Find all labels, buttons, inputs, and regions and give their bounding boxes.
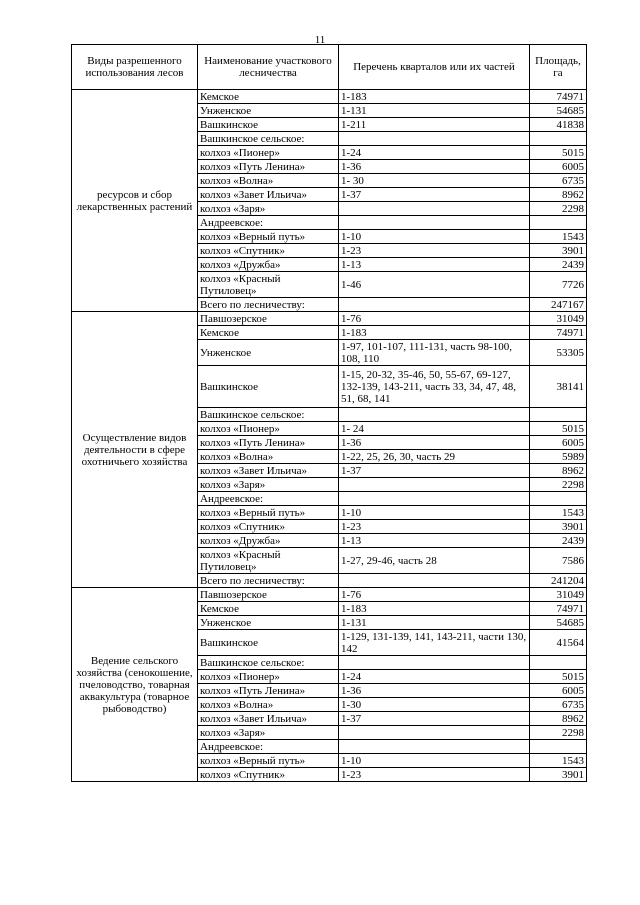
area-cell: 8962 [530, 188, 587, 202]
quarters-cell: 1-10 [339, 506, 530, 520]
area-cell: 6005 [530, 436, 587, 450]
area-cell: 74971 [530, 602, 587, 616]
area-cell: 7726 [530, 272, 587, 298]
quarters-cell [339, 216, 530, 230]
area-cell: 54685 [530, 104, 587, 118]
forestry-name-cell: колхоз «Заря» [198, 726, 339, 740]
quarters-cell: 1-211 [339, 118, 530, 132]
area-cell: 41838 [530, 118, 587, 132]
forestry-name-cell: Вашкинское сельское: [198, 408, 339, 422]
area-cell: 8962 [530, 464, 587, 478]
forestry-name-cell: колхоз «Спутник» [198, 768, 339, 782]
quarters-cell [339, 298, 530, 312]
quarters-cell: 1-131 [339, 616, 530, 630]
forestry-name-cell: Кемское [198, 90, 339, 104]
forestry-name-cell: Вашкинское [198, 630, 339, 656]
forestry-name-cell: колхоз «Волна» [198, 174, 339, 188]
quarters-cell: 1-131 [339, 104, 530, 118]
forestry-name-cell: колхоз «Завет Ильича» [198, 712, 339, 726]
forestry-name-cell: колхоз «Путь Ленина» [198, 436, 339, 450]
quarters-cell: 1- 30 [339, 174, 530, 188]
forestry-name-cell: колхоз «Путь Ленина» [198, 160, 339, 174]
area-cell: 2298 [530, 726, 587, 740]
header-use: Виды разрешенного использования лесов [72, 45, 198, 90]
forestry-name-cell: Кемское [198, 602, 339, 616]
area-cell: 2298 [530, 202, 587, 216]
quarters-cell: 1- 24 [339, 422, 530, 436]
quarters-cell: 1-76 [339, 588, 530, 602]
forestry-name-cell: Вашкинское сельское: [198, 656, 339, 670]
quarters-cell [339, 202, 530, 216]
area-cell: 2298 [530, 478, 587, 492]
quarters-cell: 1-23 [339, 520, 530, 534]
forestry-name-cell: колхоз «Пионер» [198, 670, 339, 684]
quarters-cell: 1-36 [339, 684, 530, 698]
quarters-cell: 1-183 [339, 326, 530, 340]
area-cell: 1543 [530, 754, 587, 768]
quarters-cell: 1-10 [339, 754, 530, 768]
quarters-cell [339, 132, 530, 146]
forestry-name-cell: колхоз «Волна» [198, 450, 339, 464]
quarters-cell: 1-10 [339, 230, 530, 244]
area-cell: 5015 [530, 422, 587, 436]
area-cell: 6735 [530, 174, 587, 188]
area-cell [530, 492, 587, 506]
use-type-cell: Ведение сельского хозяйства (сенокошение, пчеловодство, товарная аквакультура (товарное рыбоводство) [72, 588, 198, 782]
area-cell [530, 216, 587, 230]
area-cell: 31049 [530, 312, 587, 326]
forestry-name-cell: колхоз «Волна» [198, 698, 339, 712]
quarters-cell [339, 408, 530, 422]
area-cell: 53305 [530, 340, 587, 366]
forestry-name-cell: Вашкинское сельское: [198, 132, 339, 146]
quarters-cell: 1-97, 101-107, 111-131, часть 98-100, 108, 110 [339, 340, 530, 366]
forestry-name-cell: колхоз «Красный Путиловец» [198, 272, 339, 298]
forestry-name-cell: колхоз «Спутник» [198, 244, 339, 258]
forestry-name-cell: Андреевское: [198, 216, 339, 230]
forestry-name-cell: колхоз «Завет Ильича» [198, 188, 339, 202]
quarters-cell: 1-46 [339, 272, 530, 298]
forestry-name-cell: колхоз «Дружба» [198, 534, 339, 548]
quarters-cell: 1-13 [339, 258, 530, 272]
area-cell: 74971 [530, 90, 587, 104]
area-cell: 247167 [530, 298, 587, 312]
quarters-cell: 1-24 [339, 670, 530, 684]
forestry-name-cell: Всего по лесничеству: [198, 574, 339, 588]
quarters-cell: 1-22, 25, 26, 30, часть 29 [339, 450, 530, 464]
quarters-cell: 1-36 [339, 436, 530, 450]
table-row [72, 588, 587, 602]
forestry-name-cell: Унженское [198, 340, 339, 366]
area-cell [530, 408, 587, 422]
forestry-name-cell: колхоз «Завет Ильича» [198, 464, 339, 478]
quarters-cell: 1-15, 20-32, 35-46, 50, 55-67, 69-127, 132-139, 143-211, часть 33, 34, 47, 48, 51, 68, 141 [339, 366, 530, 408]
quarters-cell: 1-37 [339, 464, 530, 478]
area-cell [530, 740, 587, 754]
forestry-name-cell: Павшозерское [198, 588, 339, 602]
quarters-cell [339, 740, 530, 754]
forestry-name-cell: Вашкинское [198, 118, 339, 132]
area-cell: 3901 [530, 768, 587, 782]
quarters-cell: 1-23 [339, 244, 530, 258]
forestry-name-cell: Унженское [198, 616, 339, 630]
quarters-cell: 1-183 [339, 602, 530, 616]
forestry-name-cell: Вашкинское [198, 366, 339, 408]
area-cell: 41564 [530, 630, 587, 656]
header-quarters: Перечень кварталов или их частей [339, 45, 530, 90]
area-cell: 5015 [530, 670, 587, 684]
area-cell: 3901 [530, 244, 587, 258]
quarters-cell: 1-13 [339, 534, 530, 548]
forestry-name-cell: Павшозерское [198, 312, 339, 326]
use-type-cell: ресурсов и сбор лекарственных растений [72, 90, 198, 312]
forestry-name-cell: колхоз «Путь Ленина» [198, 684, 339, 698]
forestry-name-cell: колхоз «Заря» [198, 478, 339, 492]
table-body [72, 90, 587, 782]
quarters-cell: 1-37 [339, 188, 530, 202]
forestry-name-cell: колхоз «Красный Путиловец» [198, 548, 339, 574]
forestry-name-cell: Андреевское: [198, 740, 339, 754]
quarters-cell: 1-129, 131-139, 141, 143-211, части 130, 142 [339, 630, 530, 656]
area-cell: 6005 [530, 684, 587, 698]
quarters-cell [339, 726, 530, 740]
forestry-name-cell: колхоз «Пионер» [198, 422, 339, 436]
forestry-name-cell: Кемское [198, 326, 339, 340]
forestry-name-cell: колхоз «Верный путь» [198, 754, 339, 768]
quarters-cell: 1-183 [339, 90, 530, 104]
area-cell: 5015 [530, 146, 587, 160]
area-cell: 74971 [530, 326, 587, 340]
quarters-cell: 1-30 [339, 698, 530, 712]
quarters-cell [339, 656, 530, 670]
quarters-cell: 1-76 [339, 312, 530, 326]
header-area: Площадь, га [530, 45, 587, 90]
area-cell: 2439 [530, 258, 587, 272]
table-row [72, 90, 587, 104]
forestry-name-cell: колхоз «Дружба» [198, 258, 339, 272]
forestry-name-cell: Андреевское: [198, 492, 339, 506]
area-cell: 5989 [530, 450, 587, 464]
area-cell: 3901 [530, 520, 587, 534]
quarters-cell: 1-27, 29-46, часть 28 [339, 548, 530, 574]
page-number: 11 [314, 34, 326, 46]
area-cell: 1543 [530, 230, 587, 244]
area-cell: 1543 [530, 506, 587, 520]
area-cell [530, 656, 587, 670]
use-type-cell: Осуществление видов деятельности в сфере охотничьего хозяйства [72, 312, 198, 588]
quarters-cell: 1-36 [339, 160, 530, 174]
area-cell: 8962 [530, 712, 587, 726]
area-cell: 54685 [530, 616, 587, 630]
forestry-name-cell: Унженское [198, 104, 339, 118]
table-header-row [72, 45, 587, 90]
forestry-name-cell: колхоз «Заря» [198, 202, 339, 216]
quarters-cell [339, 478, 530, 492]
quarters-cell: 1-37 [339, 712, 530, 726]
header-forestry: Наименование участкового лесничества [198, 45, 339, 90]
quarters-cell: 1-24 [339, 146, 530, 160]
area-cell: 7586 [530, 548, 587, 574]
forestry-name-cell: колхоз «Верный путь» [198, 230, 339, 244]
quarters-cell: 1-23 [339, 768, 530, 782]
area-cell: 241204 [530, 574, 587, 588]
area-cell: 2439 [530, 534, 587, 548]
forestry-name-cell: колхоз «Спутник» [198, 520, 339, 534]
table-row [72, 312, 587, 326]
area-cell [530, 132, 587, 146]
forestry-name-cell: колхоз «Пионер» [198, 146, 339, 160]
area-cell: 6735 [530, 698, 587, 712]
forest-use-table [71, 44, 587, 782]
forestry-name-cell: Всего по лесничеству: [198, 298, 339, 312]
forestry-name-cell: колхоз «Верный путь» [198, 506, 339, 520]
quarters-cell [339, 492, 530, 506]
area-cell: 6005 [530, 160, 587, 174]
area-cell: 38141 [530, 366, 587, 408]
quarters-cell [339, 574, 530, 588]
area-cell: 31049 [530, 588, 587, 602]
